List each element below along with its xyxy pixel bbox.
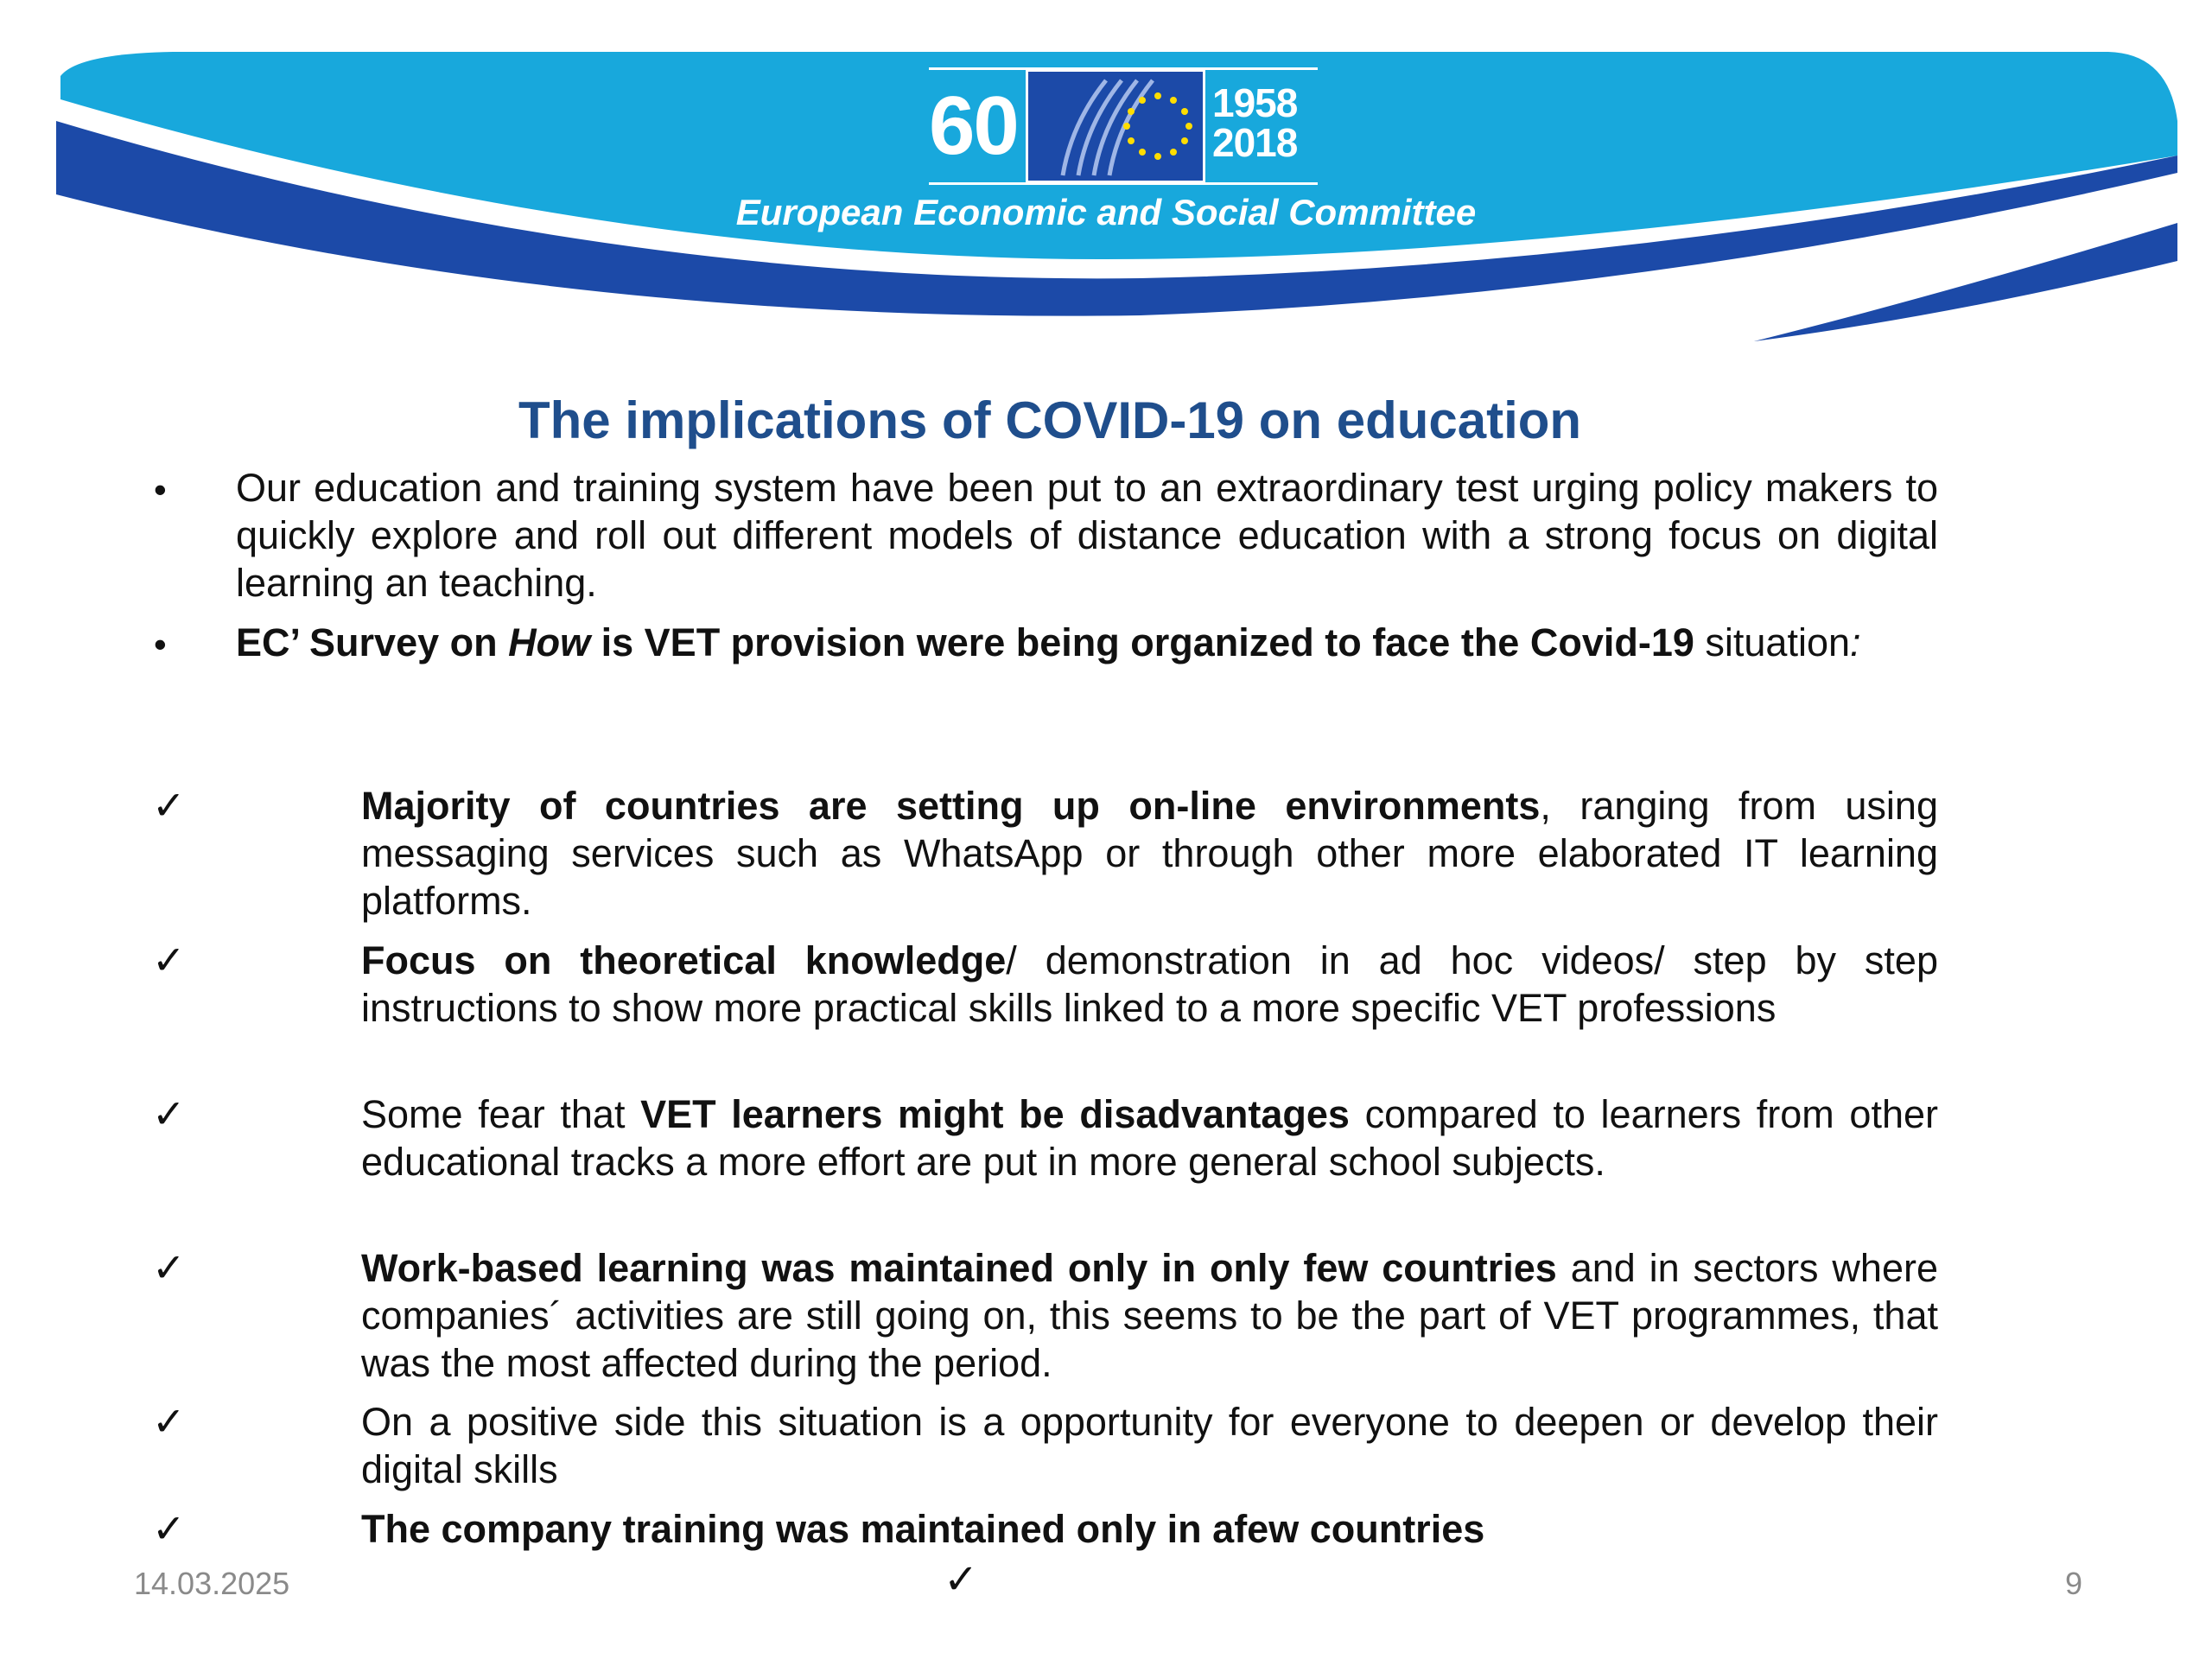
check-icon: ✓	[152, 938, 186, 982]
check-4-bold: Work-based learning was maintained only in only few countries	[361, 1246, 1557, 1290]
check-3-bold: VET learners might be disadvantages	[640, 1092, 1350, 1136]
bullet-paragraph-1	[236, 464, 1938, 607]
check-icon: ✓	[152, 783, 186, 828]
check-1-bold: Majority of countries are setting up on-line environments	[361, 784, 1541, 828]
check-item-4	[361, 1244, 1938, 1387]
check-3-pre: Some fear that	[361, 1092, 641, 1136]
check-5-text: On a positive side this situation is a opportunity for everyone to deepen or develop their digital skills	[361, 1400, 1938, 1491]
bullet-2-bold-1: EC’ Survey on	[236, 620, 509, 664]
footer-check-icon: ✓	[944, 1557, 979, 1603]
bullet-2-italic: How	[508, 620, 591, 664]
organization-name: European Economic and Social Committee	[735, 192, 1477, 232]
check-item-2	[361, 937, 1938, 1032]
check-item-6	[361, 1505, 1938, 1553]
footer-date: 14.03.2025	[134, 1566, 290, 1601]
page-number: 9	[2065, 1566, 2083, 1601]
check-icon: ✓	[152, 1506, 186, 1551]
check-2-text: / demonstration in ad hoc videos/ step by step instructions to show more practical skills linked to a more specific VET professions	[361, 938, 1938, 1030]
check-icon: ✓	[152, 1091, 186, 1136]
check-item-3	[361, 1090, 1938, 1185]
eesc-logo	[929, 67, 1318, 187]
bullet-marker-2: •	[154, 624, 167, 664]
check-1-text: , ranging from using messaging services such as WhatsApp or through other more elaborated IT learning platforms.	[361, 784, 1938, 923]
bullet-paragraph-2	[236, 619, 1938, 666]
eu-flag-icon	[1026, 69, 1205, 183]
bullet-2-bold-2: is VET provision were being organized to face the Covid-19	[590, 620, 1694, 664]
check-3-text: compared to learners from other educational tracks a more effort are put in more general school subjects.	[361, 1092, 1938, 1184]
check-icon: ✓	[152, 1399, 186, 1444]
bullet-2-italic-end: :	[1850, 620, 1861, 664]
bullet-1-text: Our education and training system have been put to an extraordinary test urging policy makers to quickly explore and roll out different models of distance education with a strong focus on digital learning an teaching.	[236, 466, 1938, 605]
bullet-marker-1: •	[154, 469, 167, 510]
check-4-text: and in sectors where companies´ activities are still going on, this seems to be the part of VET programmes, that was the most affected during the period.	[361, 1246, 1938, 1385]
slide-title: The implications of COVID-19 on education	[518, 391, 1582, 449]
bullet-2-normal: situation	[1694, 620, 1851, 664]
logo-year-start: 1958	[1212, 80, 1298, 125]
check-icon: ✓	[152, 1245, 186, 1290]
logo-anniversary-number: 60	[929, 79, 1018, 172]
logo-year-end: 2018	[1212, 120, 1298, 165]
check-6-bold: The company training was maintained only in afew countries	[361, 1507, 1485, 1551]
check-item-5	[361, 1398, 1938, 1493]
check-2-bold: Focus on theoretical knowledge	[361, 938, 1007, 982]
check-item-1	[361, 782, 1938, 925]
